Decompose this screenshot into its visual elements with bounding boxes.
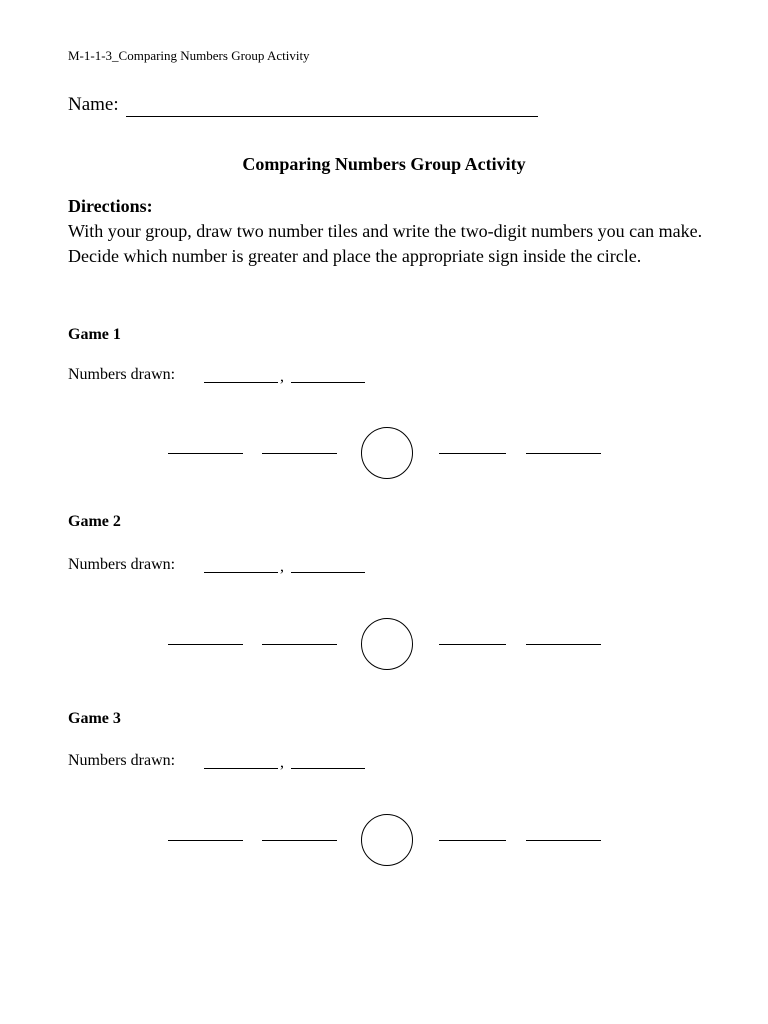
drawn-number-blank-1[interactable] — [204, 382, 278, 383]
comparison-sign-circle[interactable] — [361, 427, 413, 479]
game-title: Game 2 — [68, 513, 121, 530]
drawn-separator: , — [280, 558, 284, 575]
document-id-header: M-1-1-3_Comparing Numbers Group Activity — [68, 48, 310, 63]
number-blank-right-1[interactable] — [439, 453, 506, 454]
number-blank-right-1[interactable] — [439, 840, 506, 841]
drawn-number-blank-1[interactable] — [204, 768, 278, 769]
number-blank-left-1[interactable] — [168, 644, 243, 645]
number-blank-left-1[interactable] — [168, 840, 243, 841]
drawn-number-blank-2[interactable] — [291, 382, 365, 383]
number-blank-left-2[interactable] — [262, 644, 337, 645]
number-blank-left-2[interactable] — [262, 840, 337, 841]
comparison-sign-circle[interactable] — [361, 618, 413, 670]
name-label: Name: — [68, 94, 119, 115]
drawn-separator: , — [280, 368, 284, 385]
drawn-number-blank-2[interactable] — [291, 572, 365, 573]
directions-text: With your group, draw two number tiles and write the two-digit numbers you can make. Decide which number is greater and place the appropriate sign inside the circle. — [68, 221, 703, 266]
number-blank-right-1[interactable] — [439, 644, 506, 645]
directions-label: Directions: — [68, 196, 153, 216]
page-title: Comparing Numbers Group Activity — [242, 154, 526, 174]
game-title: Game 3 — [68, 710, 121, 727]
name-row — [68, 94, 119, 116]
number-blank-left-2[interactable] — [262, 453, 337, 454]
drawn-number-blank-2[interactable] — [291, 768, 365, 769]
numbers-drawn-label: Numbers drawn: — [68, 752, 176, 769]
drawn-separator: , — [280, 754, 284, 771]
numbers-drawn-label: Numbers drawn: — [68, 366, 176, 383]
game-title: Game 1 — [68, 326, 121, 343]
drawn-number-blank-1[interactable] — [204, 572, 278, 573]
name-blank-line[interactable] — [126, 116, 538, 117]
numbers-drawn-label: Numbers drawn: — [68, 556, 176, 573]
number-blank-right-2[interactable] — [526, 644, 601, 645]
number-blank-left-1[interactable] — [168, 453, 243, 454]
number-blank-right-2[interactable] — [526, 840, 601, 841]
comparison-sign-circle[interactable] — [361, 814, 413, 866]
number-blank-right-2[interactable] — [526, 453, 601, 454]
